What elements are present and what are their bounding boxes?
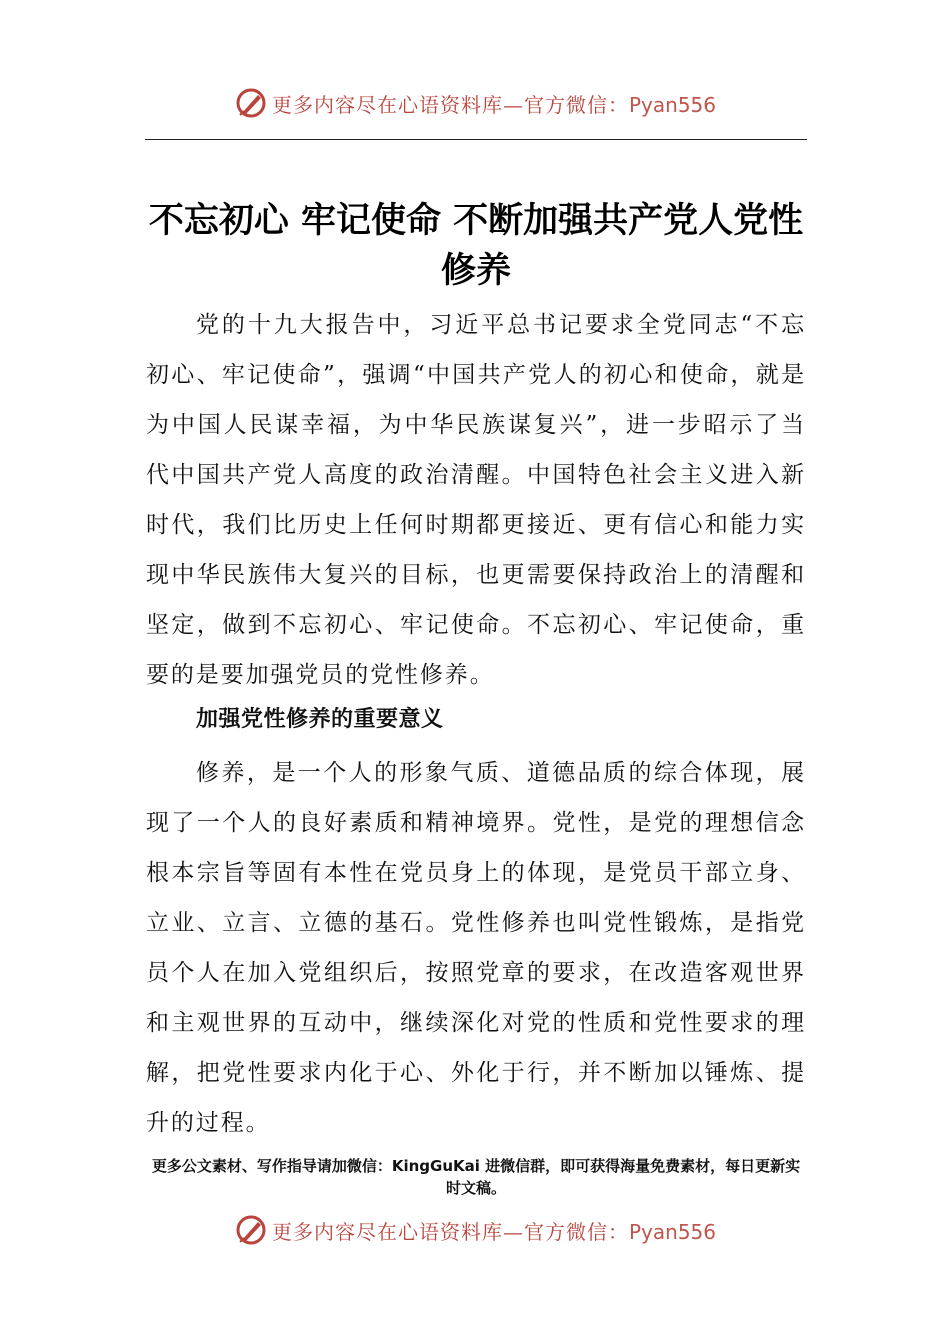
body-paragraph-2: 修养，是一个人的形象气质、道德品质的综合体现，展现了一个人的良好素质和精神境界。党性，是党的理想信念根本宗旨等固有本性在党员身上的体现，是党员干部立身、立业、立言、立德的基石。党性修养也叫党性锻炼，是指党员个人在加入党组织后，按照党章的要求，在改造客观世界和主观世界的互动中，继续深化对党的性质和党性要求的理解，把党性要求内化于心、外化于行，并不断加以锤炼、提升的过程。 — [146, 760, 806, 1136]
body-paragraph-1: 党的十九大报告中，习近平总书记要求全党同志“不忘初心、牢记使命”，强调“中国共产党人的初心和使命，就是为中国人民谋幸福，为中华民族谋复兴”，进一步昭示了当代中国共产党人高度的政治清醒。中国特色社会主义进入新时代，我们比历史上任何时期都更接近、更有信心和能力实现中华民族伟大复兴的目标，也更需要保持政治上的清醒和坚定，做到不忘初心、牢记使命。不忘初心、牢记使命，重要的是要加强党员的党性修养。 — [146, 312, 806, 688]
header-banner — [0, 83, 950, 123]
footer-banner-id: Pyan556 — [628, 1219, 716, 1244]
footer-note: 更多公文素材、写作指导请加微信：KingGuKai 进微信群，即可获得海量免费素材，每日更新实时文稿。 — [151, 1157, 801, 1197]
pen-circle-logo-icon — [234, 86, 268, 120]
footer-banner — [0, 1210, 950, 1250]
document-title — [140, 196, 812, 296]
title-line-1: 不忘初心 牢记使命 不断加强共产党人党性 — [148, 201, 804, 241]
section-heading: 加强党性修养的重要意义 — [196, 707, 444, 732]
title-line-2: 修养 — [440, 251, 511, 291]
header-banner-id: Pyan556 — [628, 92, 716, 117]
footer-banner-text: 更多内容尽在心语资料库—官方微信：Pyan556 — [271, 1219, 716, 1244]
header-divider — [145, 139, 807, 140]
header-banner-text: 更多内容尽在心语资料库—官方微信：Pyan556 — [271, 92, 716, 117]
pen-circle-logo-icon — [234, 1213, 268, 1247]
